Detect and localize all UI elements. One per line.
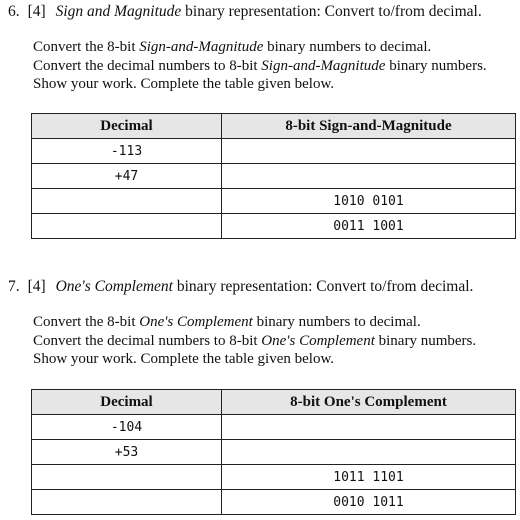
binary-cell[interactable] (222, 440, 516, 465)
binary-cell[interactable] (222, 139, 516, 164)
instructions (33, 38, 487, 94)
instruction-line-2 (33, 57, 487, 76)
table-row (32, 440, 516, 465)
binary-cell[interactable]: 1010 0101 (222, 189, 516, 214)
binary-cell[interactable]: 1011 1101 (222, 465, 516, 490)
instruction-emphasis: One's Complement (261, 332, 375, 349)
column-header-decimal: Decimal (32, 114, 222, 139)
instruction-emphasis: Sign-and-Magnitude (261, 57, 386, 74)
instruction-text: Convert the decimal numbers to 8-bit (33, 332, 262, 349)
question-heading (8, 278, 473, 296)
instruction-text: Convert the decimal numbers to 8-bit (33, 57, 262, 74)
column-header-binary: 8-bit One's Complement (222, 390, 516, 415)
decimal-cell[interactable]: -113 (32, 139, 222, 164)
conversion-table (31, 389, 516, 515)
table-header-row (32, 390, 516, 415)
question-heading (8, 3, 482, 21)
decimal-cell[interactable]: -104 (32, 415, 222, 440)
question-points: [4] (27, 278, 46, 295)
question-heading-text: binary representation: Convert to/from decimal. (176, 278, 474, 295)
table-row (32, 465, 516, 490)
binary-cell[interactable]: 0011 1001 (222, 214, 516, 239)
column-header-binary: 8-bit Sign-and-Magnitude (222, 114, 516, 139)
binary-cell[interactable]: 0010 1011 (222, 490, 516, 515)
question-number: 6. (8, 3, 20, 20)
instruction-text: binary numbers to decimal. (263, 39, 432, 55)
instruction-text: binary numbers. (385, 57, 487, 74)
table-row (32, 214, 516, 239)
question-topic: One's Complement (55, 278, 173, 295)
column-header-decimal: Decimal (32, 390, 222, 415)
instruction-line-2 (33, 332, 476, 351)
instruction-line-1 (33, 38, 487, 57)
question-heading-text: binary representation: Convert to/from decimal. (185, 3, 482, 20)
decimal-cell[interactable]: +53 (32, 440, 222, 465)
table-row (32, 189, 516, 214)
instruction-text: binary numbers to decimal. (252, 314, 421, 330)
table-row (32, 490, 516, 515)
decimal-cell[interactable] (32, 214, 222, 239)
instructions (33, 313, 476, 369)
decimal-cell[interactable] (32, 465, 222, 490)
binary-cell[interactable] (222, 415, 516, 440)
instruction-line-3: Show your work. Complete the table given below. (33, 351, 335, 367)
question-number: 7. (8, 278, 20, 295)
instruction-text: Convert the 8-bit (33, 314, 140, 330)
conversion-table (31, 113, 516, 239)
question-points: [4] (27, 3, 46, 20)
question-topic: Sign and Magnitude (55, 3, 182, 20)
instruction-text: binary numbers. (374, 332, 477, 349)
decimal-cell[interactable]: +47 (32, 164, 222, 189)
binary-cell[interactable] (222, 164, 516, 189)
table-row (32, 164, 516, 189)
instruction-text: Convert the 8-bit (33, 39, 140, 55)
instruction-emphasis: One's Complement (139, 314, 253, 330)
instruction-line-1 (33, 313, 476, 332)
instruction-emphasis: Sign-and-Magnitude (139, 39, 264, 55)
table-header-row (32, 114, 516, 139)
table-row (32, 415, 516, 440)
instruction-line-3: Show your work. Complete the table given below. (33, 76, 335, 92)
decimal-cell[interactable] (32, 490, 222, 515)
table-row (32, 139, 516, 164)
decimal-cell[interactable] (32, 189, 222, 214)
